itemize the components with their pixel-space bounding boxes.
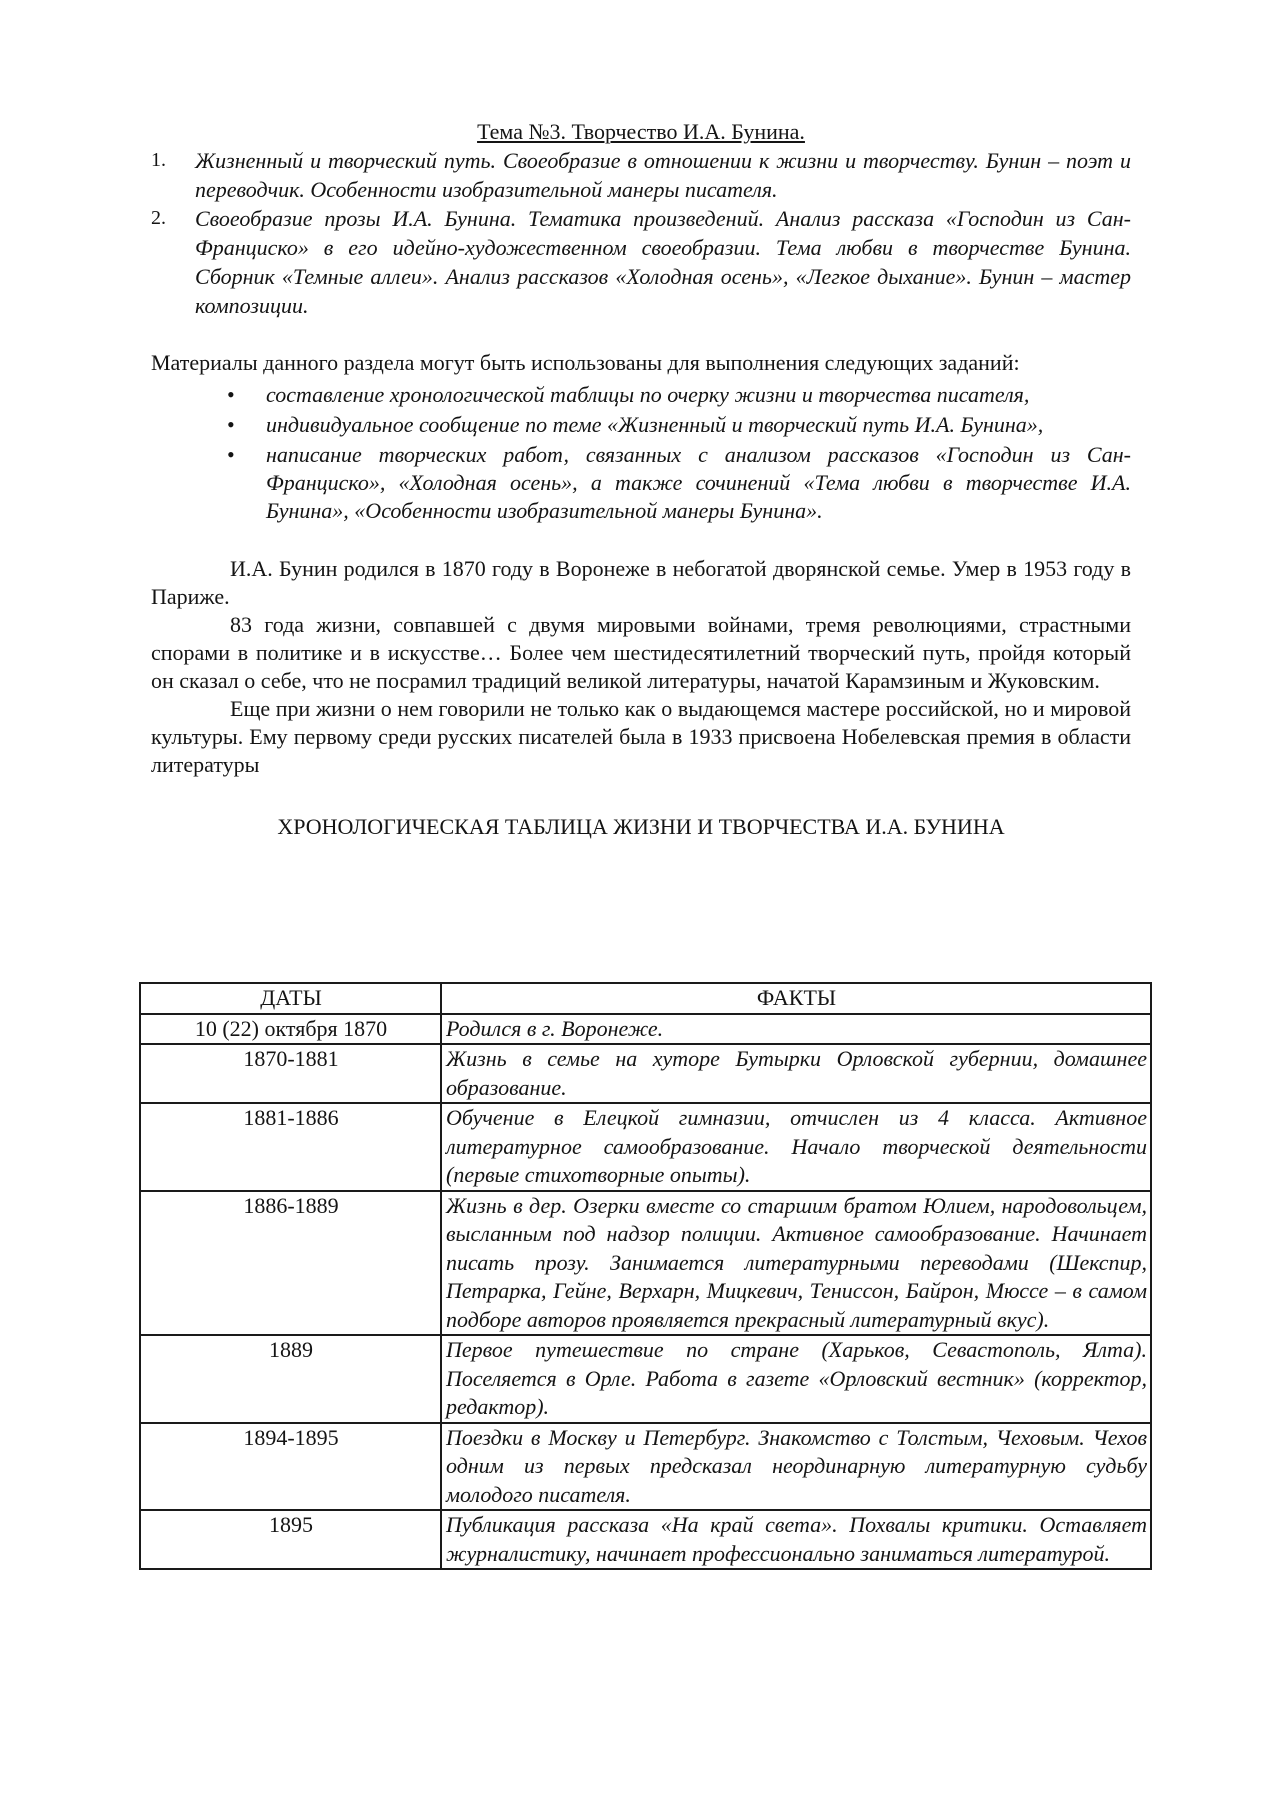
task-item: [151, 441, 1131, 525]
bullet-icon: •: [227, 412, 235, 437]
topic-item: [151, 146, 1131, 204]
header-facts: ФАКТЫ: [441, 983, 1151, 1014]
fact-cell: Родился в г. Воронеже.: [441, 1014, 1151, 1045]
task-list: [151, 381, 1131, 525]
task-text: составление хронологической таблицы по очерку жизни и творчества писателя,: [266, 382, 1030, 407]
date-cell: 1886-1889: [140, 1191, 441, 1336]
task-text: индивидуальное сообщение по теме «Жизненный и творческий путь И.А. Бунина»,: [266, 412, 1044, 437]
biography-section: [151, 555, 1131, 779]
bio-paragraph: Еще при жизни о нем говорили не только как о выдающемся мастере российской, но и мировой культуры. Ему первому среди русских писателей была в 1933 присвоена Нобелевская премия в области литературы: [151, 696, 1131, 777]
fact-cell: Публикация рассказа «На край света». Похвалы критики. Оставляет журналистику, начинает профессионально заниматься литературой.: [441, 1510, 1151, 1569]
bullet-icon: •: [227, 442, 235, 467]
table-row: [140, 1103, 1151, 1191]
page-title: Тема №3. Творчество И.А. Бунина.: [477, 119, 805, 144]
task-item: [151, 381, 1131, 409]
table-title: ХРОНОЛОГИЧЕСКАЯ ТАБЛИЦА ЖИЗНИ И ТВОРЧЕСТВА И.А. БУНИНА: [277, 814, 1005, 839]
fact-cell: Жизнь в семье на хуторе Бутырки Орловской губернии, домашнее образование.: [441, 1044, 1151, 1103]
fact-cell: Первое путешествие по стране (Харьков, Севастополь, Ялта). Поселяется в Орле. Работа в газете «Орловский вестник» (корректор, редактор).: [441, 1335, 1151, 1423]
fact-cell: Жизнь в дер. Озерки вместе со старшим братом Юлием, народовольцем, высланным под надзор полиции. Активное самообразование. Начинает писать прозу. Занимается литературными переводами (Шекспир, Петрарка, Гейне, Верхарн, Мицкевич, Тениссон, Байрон, Мюссе – в самом подборе авторов проявляется прекрасный литературный вкус).: [441, 1191, 1151, 1336]
intro-paragraph: Материалы данного раздела могут быть использованы для выполнения следующих заданий:: [151, 350, 1020, 375]
date-cell: 1894-1895: [140, 1423, 441, 1511]
topic-text: Жизненный и творческий путь. Своеобразие в отношении к жизни и творчеству. Бунин – поэт и переводчик. Особенности изобразительной манеры писателя.: [195, 148, 1131, 202]
task-item: [151, 411, 1131, 439]
header-dates: ДАТЫ: [140, 983, 441, 1014]
date-cell: 10 (22) октября 1870: [140, 1014, 441, 1045]
date-cell: 1895: [140, 1510, 441, 1569]
fact-cell: Обучение в Елецкой гимназии, отчислен из 4 класса. Активное литературное самообразование. Начало творческой деятельности (первые стихотворные опыты).: [441, 1103, 1151, 1191]
table-header-row: [140, 983, 1151, 1014]
topic-list: [151, 146, 1131, 320]
date-cell: 1889: [140, 1335, 441, 1423]
topic-text: Своеобразие прозы И.А. Бунина. Тематика произведений. Анализ рассказа «Господин из Сан-Франциско» в его идейно-художественном своеобразии. Тема любви в творчестве Бунина. Сборник «Темные аллеи». Анализ рассказов «Холодная осень», «Легкое дыхание». Бунин – мастер композиции.: [195, 206, 1131, 318]
fact-cell: Поездки в Москву и Петербург. Знакомство с Толстым, Чеховым. Чехов одним из первых предсказал неординарную литературную судьбу молодого писателя.: [441, 1423, 1151, 1511]
document-body: [151, 118, 1131, 841]
date-cell: 1881-1886: [140, 1103, 441, 1191]
table-row: [140, 1510, 1151, 1569]
task-text: написание творческих работ, связанных с анализом рассказов «Господин из Сан-Франциско», «Холодная осень», а также сочинений «Тема любви в творчестве И.А. Бунина», «Особенности изобразительной манеры Бунина».: [266, 442, 1131, 523]
topic-item: [151, 204, 1131, 320]
table-row: [140, 1335, 1151, 1423]
topic-number: 2.: [151, 207, 166, 229]
date-cell: 1870-1881: [140, 1044, 441, 1103]
table-row: [140, 1191, 1151, 1336]
table-row: [140, 1044, 1151, 1103]
bio-paragraph: И.А. Бунин родился в 1870 году в Воронеже в небогатой дворянской семье. Умер в 1953 году в Париже.: [151, 556, 1131, 609]
bio-paragraph: 83 года жизни, совпавшей с двумя мировыми войнами, тремя революциями, страстными спорами в политике и в искусстве… Более чем шестидесятилетний творческий путь, пройдя который он сказал о себе, что не посрамил традиций великой литературы, начатой Карамзиным и Жуковским.: [151, 612, 1131, 693]
chronology-table: [139, 982, 1152, 1570]
table-row: [140, 1423, 1151, 1511]
table-row: [140, 1014, 1151, 1045]
topic-number: 1.: [151, 149, 166, 171]
bullet-icon: •: [227, 382, 235, 407]
